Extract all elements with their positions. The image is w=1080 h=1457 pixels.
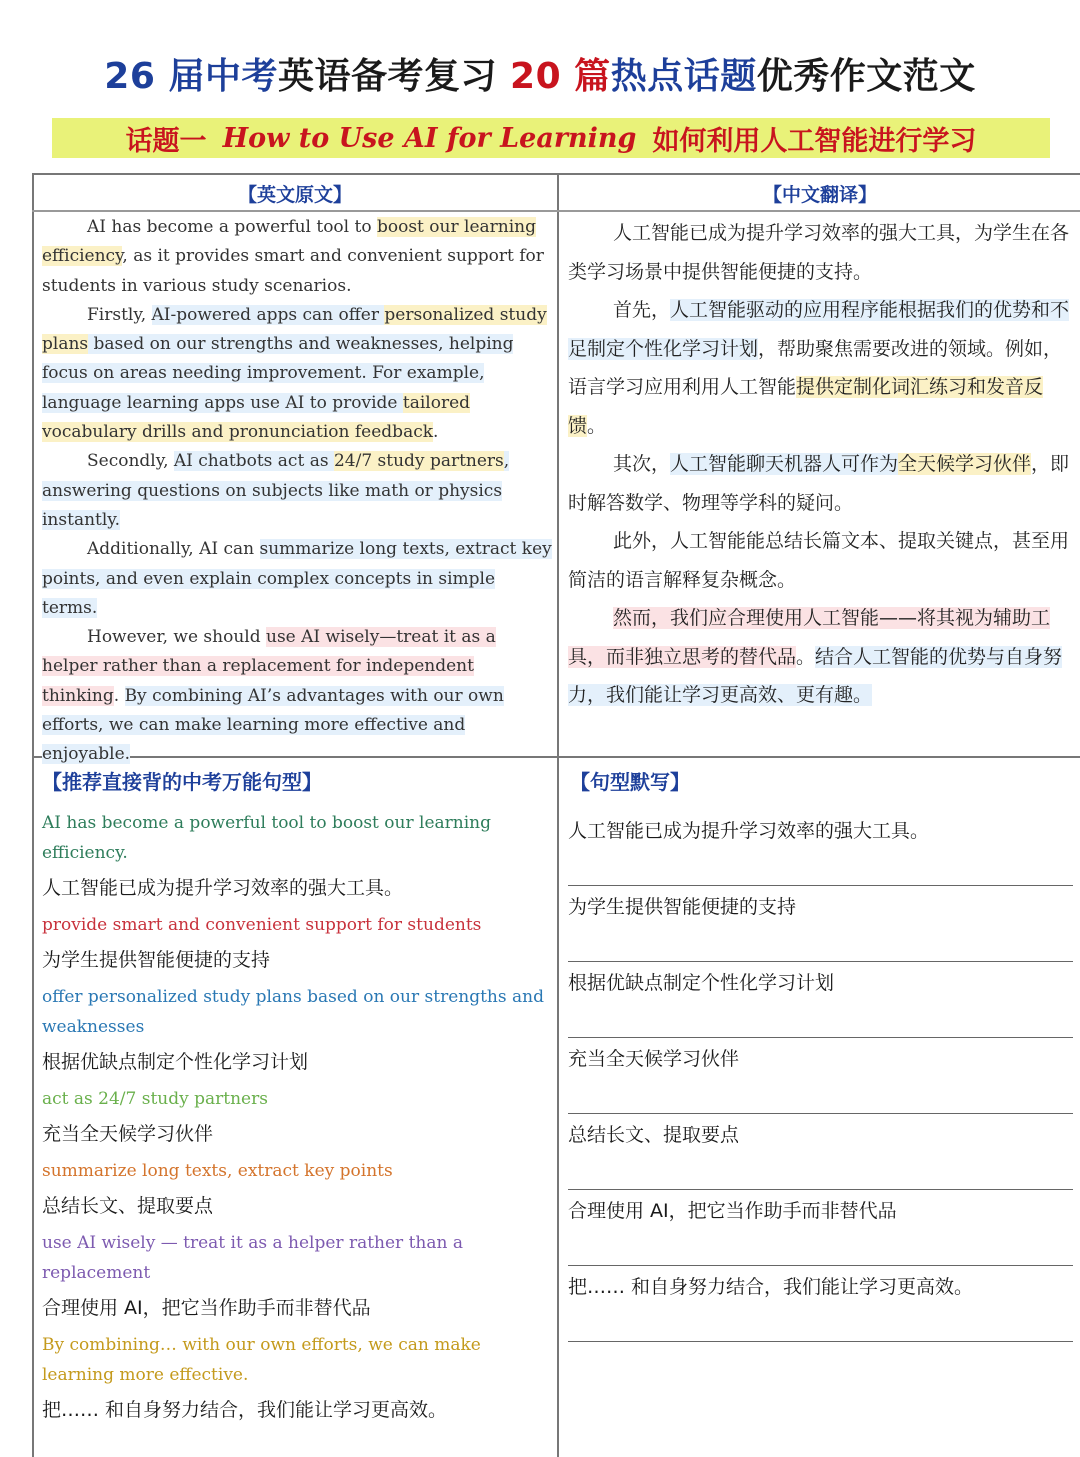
text-segment: Firstly, [87, 304, 152, 325]
text-segment: AI chatbots act as [173, 451, 334, 472]
patterns-heading: 【推荐直接背的中考万能句型】 [42, 770, 322, 794]
english-paragraph [42, 447, 552, 535]
text-segment: 。 [587, 414, 607, 437]
english-paragraph [42, 535, 552, 623]
text-segment: 提供定制化词汇练习和发音反馈 [568, 376, 1044, 437]
pattern-english: summarize long texts, extract key points [42, 1161, 393, 1181]
dictation-item [568, 962, 1073, 1038]
title-number-26: 26 [104, 56, 156, 97]
text-segment: . [433, 422, 439, 443]
title-essay-text: 优秀作文范文 [756, 56, 976, 97]
chinese-paragraph [568, 214, 1076, 291]
text-segment: , answering questions on subjects like math or physics instantly. [42, 451, 510, 530]
dictation-prompt: 合理使用 AI，把它当作助手而非替代品 [568, 1200, 897, 1222]
text-segment: use AI wisely—treat it as a helper rather than a replacement for independent thinking [42, 627, 496, 706]
text-segment: Additionally, AI can [87, 539, 260, 560]
english-paragraph [42, 623, 552, 769]
dictation-prompt: 人工智能已成为提升学习效率的强大工具。 [568, 820, 930, 842]
title-pian-text: 篇 [574, 56, 611, 97]
topic-label: 话题一 [125, 125, 207, 157]
column-divider [557, 173, 559, 1457]
page-title [0, 48, 1080, 99]
title-number-20: 20 [510, 56, 562, 97]
pattern-english: use AI wisely — treat it as a helper rather than a replacement [42, 1233, 463, 1283]
pattern-chinese: 充当全天候学习伙伴 [42, 1123, 214, 1145]
chinese-translation-heading: 【中文翻译】 [762, 184, 877, 206]
pattern-chinese: 合理使用 AI，把它当作助手而非替代品 [42, 1297, 371, 1319]
pattern-english: By combining… with our own efforts, we can make learning more effective. [42, 1335, 481, 1385]
title-exam-text: 届中考 [168, 56, 278, 97]
text-segment: 全天候学习伙伴 [898, 453, 1032, 475]
pattern-english: provide smart and convenient support for students [42, 915, 482, 935]
topic-english-title: How to Use AI for Learning [222, 122, 637, 154]
pattern-chinese: 把…… 和自身努力结合，我们能让学习更高效。 [42, 1399, 448, 1421]
text-segment: 。 [796, 645, 816, 668]
chinese-paragraph [568, 599, 1076, 715]
text-segment: 24/7 study partners [333, 451, 504, 472]
dictation-prompt: 为学生提供智能便捷的支持 [568, 896, 797, 918]
chinese-paragraph [568, 445, 1076, 522]
text-segment: personalized study plans [42, 304, 547, 355]
text-segment: . [113, 685, 125, 706]
dictation-prompt: 总结长文、提取要点 [568, 1124, 740, 1146]
dictation-item [568, 1038, 1073, 1114]
pattern-english: offer personalized study plans based on our strengths and weaknesses [42, 987, 544, 1037]
text-segment: boost our learning efficiency [42, 217, 536, 267]
pattern-chinese: 为学生提供智能便捷的支持 [42, 949, 271, 971]
text-segment: tailored vocabulary drills and pronunciation feedback [42, 392, 471, 443]
dictation-item [568, 1190, 1073, 1266]
chinese-translation [568, 214, 1076, 715]
text-segment: ，即时解答数学、物理等学科的疑问。 [568, 453, 1070, 514]
dictation-prompt: 根据优缺点制定个性化学习计划 [568, 972, 835, 994]
chinese-paragraph [568, 291, 1076, 445]
header-row-divider [32, 210, 1080, 212]
text-segment: Secondly, [87, 451, 174, 472]
sentence-patterns-list [42, 808, 552, 1432]
text-segment: 首先， [613, 299, 671, 321]
english-original-heading: 【英文原文】 [237, 184, 352, 206]
dictation-item [568, 1266, 1073, 1342]
text-segment: summarize long texts, extract key points, and even explain complex concepts in simple terms. [42, 539, 552, 618]
text-segment: AI-powered apps can offer [151, 304, 385, 325]
pattern-english: act as 24/7 study partners [42, 1089, 268, 1109]
english-paragraph [42, 301, 552, 447]
pattern-chinese: 根据优缺点制定个性化学习计划 [42, 1051, 309, 1073]
title-hot-topics-text: 热点话题 [610, 56, 757, 97]
english-essay [42, 213, 552, 770]
topic-chinese-title: 如何利用人工智能进行学习 [652, 125, 977, 157]
chinese-paragraph [568, 522, 1076, 599]
text-segment: 此外，人工智能能总结长篇文本、提取关键点，甚至用简洁的语言解释复杂概念。 [568, 530, 1070, 591]
english-paragraph [42, 213, 552, 301]
text-segment: ，帮助聚焦需要改进的领域。例如，语言学习应用利用人工智能 [568, 337, 1063, 398]
dictation-prompt: 充当全天候学习伙伴 [568, 1048, 740, 1070]
text-segment: 然而，我们应合理使用人工智能——将其视为辅助工具，而非独立思考的替代品 [568, 607, 1051, 668]
dictation-heading: 【句型默写】 [570, 770, 690, 794]
text-segment: , as it provides smart and convenient support for students in various study scenarios. [42, 246, 544, 296]
pattern-chinese: 总结长文、提取要点 [42, 1195, 214, 1217]
text-segment: However, we should [87, 627, 266, 648]
text-segment: 人工智能已成为提升学习效率的强大工具，为学生在各类学习场景中提供智能便捷的支持。 [568, 222, 1070, 283]
text-segment: 其次， [613, 453, 671, 475]
text-segment: AI has become a powerful tool to [87, 217, 377, 237]
text-segment: 人工智能驱动的应用程序能根据我们的优势和不足制定个性化学习计划 [568, 299, 1070, 360]
text-segment: By combining AI’s advantages with our own efforts, we can make learning more effective and enjoyable. [42, 685, 504, 765]
dictation-prompt: 把…… 和自身努力结合，我们能让学习更高效。 [568, 1276, 974, 1298]
dictation-list [568, 810, 1073, 1342]
dictation-item [568, 1114, 1073, 1190]
pattern-english: AI has become a powerful tool to boost our learning efficiency. [42, 813, 491, 863]
topic-bar [52, 118, 1050, 158]
text-segment: 人工智能聊天机器人可作为 [670, 453, 899, 475]
title-english-review-text: 英语备考复习 [277, 56, 497, 97]
dictation-item [568, 886, 1073, 962]
pattern-chinese: 人工智能已成为提升学习效率的强大工具。 [42, 877, 404, 899]
text-segment: based on our strengths and weaknesses, helping focus on areas needing improvement. For example, language learning apps use AI to provide [42, 334, 514, 413]
dictation-item [568, 810, 1073, 886]
text-segment: 结合人工智能的优势与自身努力，我们能让学习更高效、更有趣。 [568, 645, 1063, 706]
